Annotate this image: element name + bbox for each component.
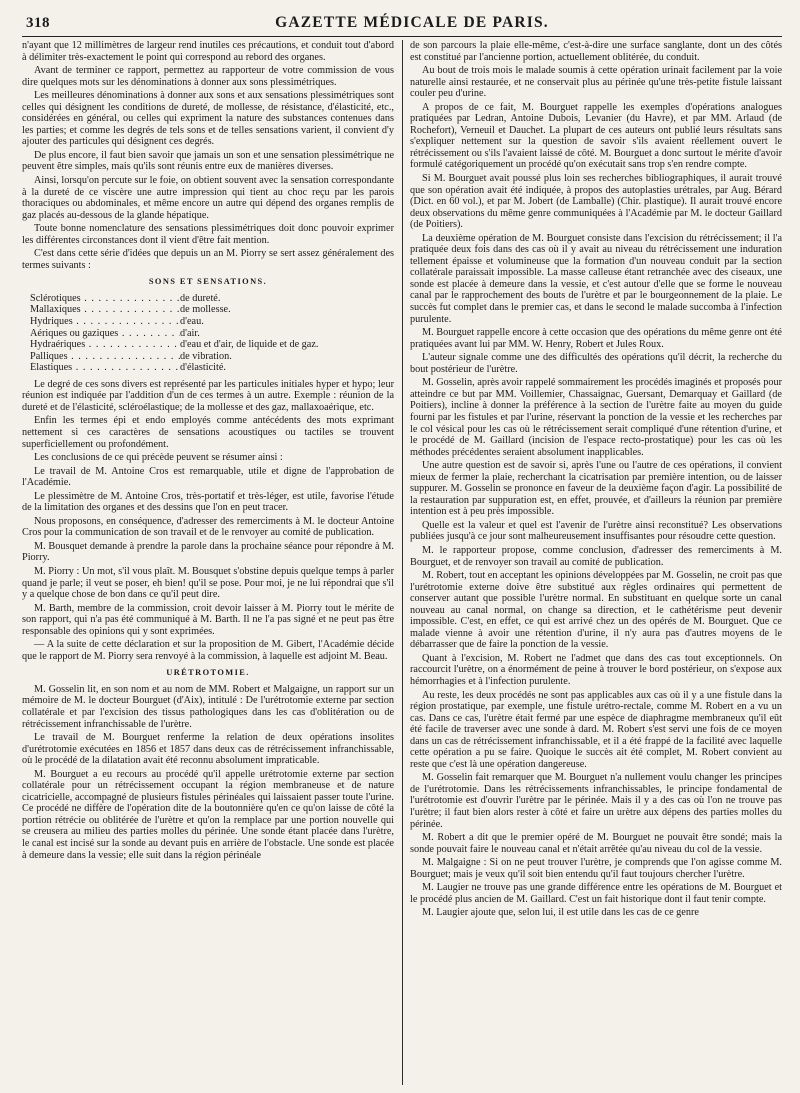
paragraph: M. Gosselin fait remarquer que M. Bourguet n'a nullement voulu changer les principes de l'urétrotomie. Dans les rétrécissements infranchissables, le principe fondamental de l'urétrotomie est d'ouvrir l'urètre par le périnée. Mais il y a des cas où l'on ne trouve pas l'urètre; il faut bien alors rester à côté et faire un urètre aux dépens des parties molles du périnée. [410, 772, 782, 830]
paragraph: M. Gosselin, après avoir rappelé sommairement les procédés imaginés et proposés pour atteindre ce but par MM. Voillemier, Chassaignac, Guersant, Demarquay et Gaillard (de Poitiers), incline à donner la préférence à la section de l'urètre faite au moyen du guide fourni par les fistules et par l'urine, réservant la ponction de la vessie et les recherches par le col vésical pour les cas où le rétrécissement serait compliqué d'une rétention d'urine, et le procédé de M. Gaillard (incision de l'espace recto-prostatique) pour les cas où les méthodes précédentes seraient absolument inapplicables. [410, 377, 782, 458]
section-title-urethrotomie: URÉTROTOMIE. [166, 668, 250, 678]
term-name: Palliques . . . [30, 351, 180, 363]
paragraph: M. Gosselin lit, en son nom et au nom de MM. Robert et Malgaigne, un rapport sur un mémoire de M. le docteur Bourguet (d'Aix), intitulé : De l'urétrotomie externe par section collatérale et par l'excision des tissus pathologiques dans les cas d'oblitération ou de rétrécissement infranchissable de l'urètre. [22, 683, 394, 730]
paragraph: Au bout de trois mois le malade soumis à cette opération urinait facilement par la voie naturelle ainsi restaurée, et ne conservait plus au périnée qu'une très-petite fistule laissant couler peu d'urine. [410, 65, 782, 100]
paragraph: M. Piorry : Un mot, s'il vous plaît. M. Bousquet s'obstine depuis quelque temps à parler quand je parle; il veut se poser, eh bien! qu'il se pose. Pour moi, je ne lui répondrai que s'il y a quelque chose de bon dans ce qu'il peut dire. [22, 565, 394, 601]
term-row [30, 328, 394, 340]
paragraph: M. Malgaigne : Si on ne peut trouver l'urètre, je comprends que l'on agisse comme M. Bourguet; mais je veux qu'il soit bien entendu qu'il faut toujours chercher l'urètre. [410, 857, 782, 880]
paragraph: Nous proposons, en conséquence, d'adresser des remerciments à M. le docteur Antoine Cros pour la communication de son travail et de le renvoyer au comité de publication. [22, 515, 394, 539]
paragraph: Le degré de ces sons divers est représenté par les particules initiales hyper et hypo; leur réunion est indiquée par l'addition d'un de ces termes à un autre. Exemple : réunion de la dureté et de l'élasticité, scléroélastique; de la mollesse et des gaz, mallaxoaérique, etc. [22, 378, 394, 413]
paragraph: A propos de ce fait, M. Bourguet rappelle les exemples d'opérations analogues pratiquées par Ledran, Antoine Dubois, Levanier (du Havre), et par MM. Arlaud (de Rochefort), Verneuil et Dauchet. La plupart de ces auteurs ont publié leurs résultats sans s'expliquer nettement sur la question de savoir s'ils avaient réellement ouvert le rétrécissement ou s'ils l'avaient laissé de côté. M. Bourguet a donc surtout le mérite d'avoir formulé catégoriquement un procédé qu'on exécutait sans trop s'en rendre compte. [410, 101, 782, 171]
term-definition: de mollesse. [180, 304, 231, 316]
paragraph: L'auteur signale comme une des difficultés des opérations qu'il décrit, la recherche du bout postérieur de l'urètre. [410, 352, 782, 375]
paragraph: M. Bourguet a eu recours au procédé qu'il appelle urétrotomie externe par section collatérale pour un rétrécissement occupant la région membraneuse et de nature cicatricielle, accompagné de plusieurs fistules périnéales qui laissaient passer toute l'urine. Ce procédé ne diffère de l'opération dite de la boutonnière qu'en ce qu'on laisse de côté la portion rétrécie ou oblitérée de l'urètre et qu'on la remplace par une portion nouvelle qui se creusera au milieu des parties molles du périnée. Une sonde étant placée dans l'urètre, le canal est incisé sur la sonde au devant puis en arrière de l'obstacle. Une sonde est placée à demeure dans la vessie; elle suit dans la région périnéale [22, 768, 394, 861]
paragraph: Ainsi, lorsqu'on percute sur le foie, on obtient souvent avec la sensation correspondante à la dureté de ce viscère une autre impression qui tient au choc reçu par les parois thoraciques ou abdominales, et même encore un autre qui dépend des organes remplis de gaz placés au-dessous de la glande hépatique. [22, 175, 394, 221]
term-name: Hydraériques . . . [30, 339, 180, 351]
journal-title: GAZETTE MÉDICALE DE PARIS. [275, 14, 549, 31]
paragraph: M. Bourguet rappelle encore à cette occasion que des opérations du même genre ont été pratiquées avant lui par MM. W. Henry, Robert et Jules Roux. [410, 327, 782, 350]
paragraph: Toute bonne nomenclature des sensations plessimétriques doit donc pouvoir exprimer les différentes circonstances dont il vient d'être fait mention. [22, 223, 394, 246]
paragraph: Le travail de M. Antoine Cros est remarquable, utile et digne de l'approbation de l'Académie. [22, 465, 394, 489]
terms-table [30, 293, 394, 374]
left-column [22, 40, 394, 1085]
text-columns [22, 40, 782, 1085]
paragraph: M. Barth, membre de la commission, croit devoir laisser à M. Piorry tout le mérite de son rapport, qui n'a pas été communiqué à M. Barth. Il ne l'a pas signé et ne peut pas être responsable des opinions qui y sont exprimées. [22, 602, 394, 637]
term-row [30, 304, 394, 316]
paragraph: de son parcours la plaie elle-même, c'est-à-dire une surface sanglante, dont un des côtés est constitué par l'ancienne portion, actuellement oblitérée, du conduit. [410, 40, 782, 63]
paragraph: Une autre question est de savoir si, après l'une ou l'autre de ces opérations, il convient mieux de fermer la plaie, recherchant la cicatrisation par première intention, ou de laisser suppurer. M. Gosselin se prononce en faveur de la deuxième façon d'agir. La possibilité de la restauration par suppuration est, en effet, prouvée, et d'ailleurs la réunion par première intention est à peu près impossible. [410, 460, 782, 518]
right-column [410, 40, 782, 1085]
paragraph: — A la suite de cette déclaration et sur la proposition de M. Gibert, l'Académie décide que le rapport de M. Piorry sera renvoyé à la commission, à laquelle est adjoint M. Beau. [22, 639, 394, 662]
term-row [30, 339, 394, 351]
paragraph: M. Laugier ne trouve pas une grande différence entre les opérations de M. Bourguet et le procédé plus ancien de M. Gaillard. C'est un fait historique dont il faut tenir compte. [410, 882, 782, 905]
paragraph: Quelle est la valeur et quel est l'avenir de l'urètre ainsi reconstitué? Les observations publiées jusqu'à ce jour sont malheureusement insuffisantes pour résoudre cette question. [410, 519, 782, 543]
term-definition: de dureté. [180, 292, 221, 304]
paragraph: De plus encore, il faut bien savoir que jamais un son et une sensation plessimétrique ne peuvent être simples, mais qu'ils sont réunis entre eux de manières diverses. [22, 149, 394, 173]
paragraph: n'ayant que 12 millimètres de largeur rend inutiles ces précautions, et conduit tout d'abord à délimiter très-exactement le point qui correspond au rebord des organes. [22, 40, 394, 63]
term-name: Sclérotiques . . . [30, 293, 180, 305]
paragraph: Enfin les termes épi et endo employés comme antécédents des mots exprimant nettement si ces caractères de sensations acoustiques ou tactiles se trouvent superficiellement ou profondément. [22, 415, 394, 450]
term-definition: d'eau et d'air, de liquide et de gaz. [180, 339, 319, 351]
page-header [22, 14, 782, 36]
term-definition: d'air. [180, 327, 200, 339]
paragraph: M. Robert, tout en acceptant les opinions développées par M. Gosselin, ne croit pas que l'urétrotomie externe doive être substitué aux règles ordinaires qui permettent de conserver autant que possible l'urètre normal. En substituant en quelque sorte un canal nouveau au canal normal, on change sa direction, et le cathétérisme peut devenir impossible. C'est, en effet, ce qui est arrivé chez un des opérés de M. Bourguet. Que ce malade vienne à avoir une rétention d'urine, il n'y aura pas d'autres moyens de le débarrasser que de faire la ponction de la vessie. [410, 570, 782, 651]
term-definition: de vibration. [180, 350, 232, 362]
paragraph: Si M. Bourguet avait poussé plus loin ses recherches bibliographiques, il aurait trouvé que son opération avait été indiquée, à propos des autoplasties urétrales, par Aug. Bérard (Dict. en 60 vol.), et par M. Jobert (de Lamballe) (Chir. plastique). Il aurait trouvé encore deux observations du même genre communiquées à l'Académie par M. le docteur Gaillard (de Poitiers). [410, 173, 782, 231]
term-definition: d'élasticité. [180, 362, 226, 374]
term-row [30, 293, 394, 305]
paragraph: Les conclusions de ce qui précède peuvent se résumer ainsi : [34, 452, 283, 464]
term-name: Mallaxiques . . . [30, 304, 180, 316]
paragraph: Les meilleures dénominations à donner aux sons et aux sensations plessimétriques sont celles qui désignent les conditions de dureté, de mollesse, de résistance, d'élasticité, etc., considérées en général, ou celles qui expriment la nature des substances contenues dans les parties; et comme les degrés de tels sons et de telles sensations varient, il convient d'y ajouter des particules qui désignent ces degrés. [22, 90, 394, 148]
term-name: Hydriques . . . [30, 316, 180, 328]
paragraph: Le travail de M. Bourguet renferme la relation de deux opérations insolites d'urétrotomie exécutées en 1856 et 1857 dans deux cas de rétrécissement infranchissable, où le procédé de la dilatation avait été reconnu absolument impraticable. [22, 732, 394, 767]
page-number: 318 [26, 15, 50, 31]
term-row [30, 351, 394, 363]
header-rule [22, 36, 782, 37]
term-definition: d'eau. [180, 316, 204, 328]
column-divider [402, 40, 403, 1085]
term-name: Élastiques . . . [30, 362, 180, 374]
paragraph: Le plessimètre de M. Antoine Cros, très-portatif et très-léger, est utile, favorise l'étude de la limitation des organes et des dessins que l'on en peut tracer. [22, 490, 394, 514]
term-row [30, 316, 394, 328]
paragraph: Avant de terminer ce rapport, permettez au rapporteur de votre commission de vous dire quelques mots sur les dénominations à donner aux sons plessimétriques. [22, 65, 394, 88]
paragraph: Au reste, les deux procédés ne sont pas applicables aux cas où il y a une fistule dans la région prostatique, par exemple, une fistule urétro-rectale, comme M. Robert en a vu un cas. Dans ce cas, l'urètre était fermé par une espèce de diaphragme membraneux qu'il eût été facile de traverser avec une sonde à dard. M. Robert s'est servi une fois de ce moyen dans un cas de rétrécissement infranchissable, et il a été frappé de la facilité avec laquelle cette opération a pu se faire. Quoique le succès ait été complet, M. Robert convient au reste que c'est là une opération dangereuse. [410, 689, 782, 770]
paragraph: C'est dans cette série d'idées que depuis un an M. Piorry se sert assez généralement des termes suivants : [22, 248, 394, 271]
paragraph: M. le rapporteur propose, comme conclusion, d'adresser des remerciments à M. Bourguet, et de renvoyer son travail au comité de publication. [410, 544, 782, 568]
paragraph: M. Robert a dit que le premier opéré de M. Bourguet ne pouvait être sondé; mais la sonde pouvait faire le nouveau canal et n'était arrêtée qu'au niveau du col de la vessie. [410, 832, 782, 855]
section-title-sons: SONS ET SENSATIONS. [148, 277, 268, 287]
term-row [30, 362, 394, 374]
term-name: Aériques ou gaziques . . . [30, 328, 180, 340]
paragraph: M. Laugier ajoute que, selon lui, il est utile dans les cas de ce genre [422, 907, 699, 919]
paragraph: M. Bousquet demande à prendre la parole dans la prochaine séance pour répondre à M. Piorry. [22, 540, 394, 564]
paragraph: Quant à l'excision, M. Robert ne l'admet que dans des cas tout exceptionnels. On raccourcit l'urètre, on a énormément de peine à trouver le bord postérieur, on s'expose aux hémorrhagies et à l'infection purulente. [410, 652, 782, 687]
paragraph: La deuxième opération de M. Bourguet consiste dans l'excision du rétrécissement; il l'a pratiquée deux fois dans des cas où il y avait au niveau du rétrécissement une induration tellement épaisse et volumineuse que la formation d'un nouveau conduit par la section collatérale paraissait impossible. La masse calleuse étant retranchée avec des ciseaux, une sonde est placée à demeure dans la vessie, et c'est autour d'elle que se forme le nouveau canal par le rapprochement des bouts de l'urètre et par le bourgeonnement de la plaie. Le succès fut complet dans le premier cas, et dans le second le malade succomba à l'infection purulente. [410, 232, 782, 325]
